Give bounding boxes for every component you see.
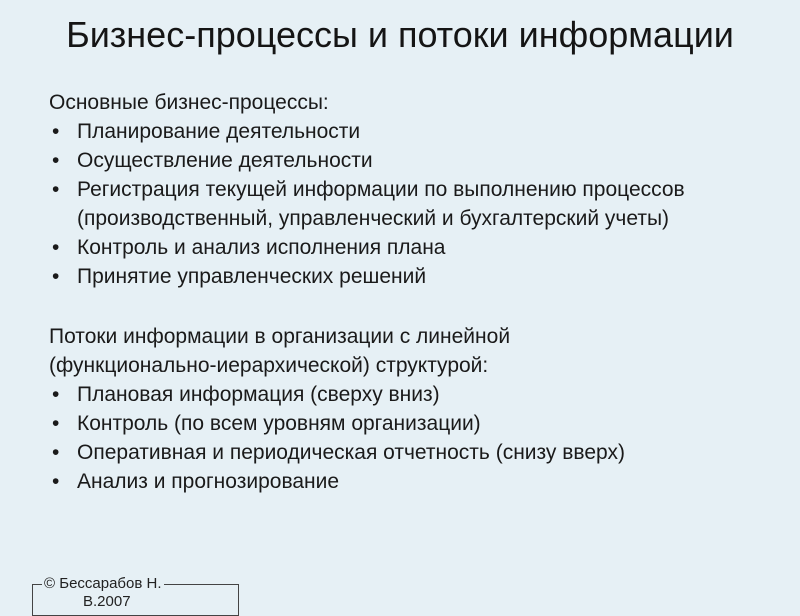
list-item-text: Осуществление деятельности	[77, 149, 373, 172]
bullet-icon: •	[52, 120, 60, 143]
business-processes-list	[49, 117, 789, 291]
list-item-text: Контроль (по всем уровням организации)	[77, 412, 481, 435]
slide-content	[49, 88, 789, 496]
bullet-icon: •	[52, 236, 60, 259]
section-heading-line: (функционально-иерархической) структурой:	[49, 354, 489, 377]
list-item-text: Принятие управленческих решений	[77, 265, 427, 288]
bullet-icon: •	[52, 265, 60, 288]
list-item	[49, 175, 737, 233]
bullet-icon: •	[52, 149, 60, 172]
list-item	[49, 117, 789, 146]
list-item-text: Регистрация текущей информации по выполнению процессов (производственный, управленческий и бухгалтерский учеты)	[77, 178, 685, 230]
list-item-text: Плановая информация (сверху вниз)	[77, 383, 440, 406]
copyright-box	[32, 575, 239, 616]
bullet-icon: •	[52, 383, 60, 406]
bullet-icon: •	[52, 178, 60, 201]
copyright-text: © Бессарабов Н.	[44, 575, 162, 592]
list-item-text: Контроль и анализ исполнения плана	[77, 236, 446, 259]
bullet-icon: •	[52, 441, 60, 464]
list-item-text: Оперативная и периодическая отчетность (снизу вверх)	[77, 441, 625, 464]
list-item	[49, 233, 789, 262]
list-item	[49, 380, 789, 409]
list-item	[49, 262, 789, 291]
bullet-icon: •	[52, 470, 60, 493]
section-spacer	[49, 291, 789, 322]
section-heading-information-flows	[49, 322, 789, 380]
copyright-year: В.2007	[83, 593, 131, 610]
section-heading-business-processes: Основные бизнес-процессы:	[49, 91, 329, 114]
list-item	[49, 146, 789, 175]
list-item-text: Анализ и прогнозирование	[77, 470, 340, 493]
information-flows-list	[49, 380, 789, 496]
list-item-text: Планирование деятельности	[77, 120, 361, 143]
section-heading-line: Потоки информации в организации с линейной	[49, 325, 511, 348]
list-item	[49, 467, 789, 496]
bullet-icon: •	[52, 412, 60, 435]
list-item	[49, 409, 789, 438]
list-item	[49, 438, 789, 467]
slide-title: Бизнес-процессы и потоки информации	[66, 14, 734, 55]
